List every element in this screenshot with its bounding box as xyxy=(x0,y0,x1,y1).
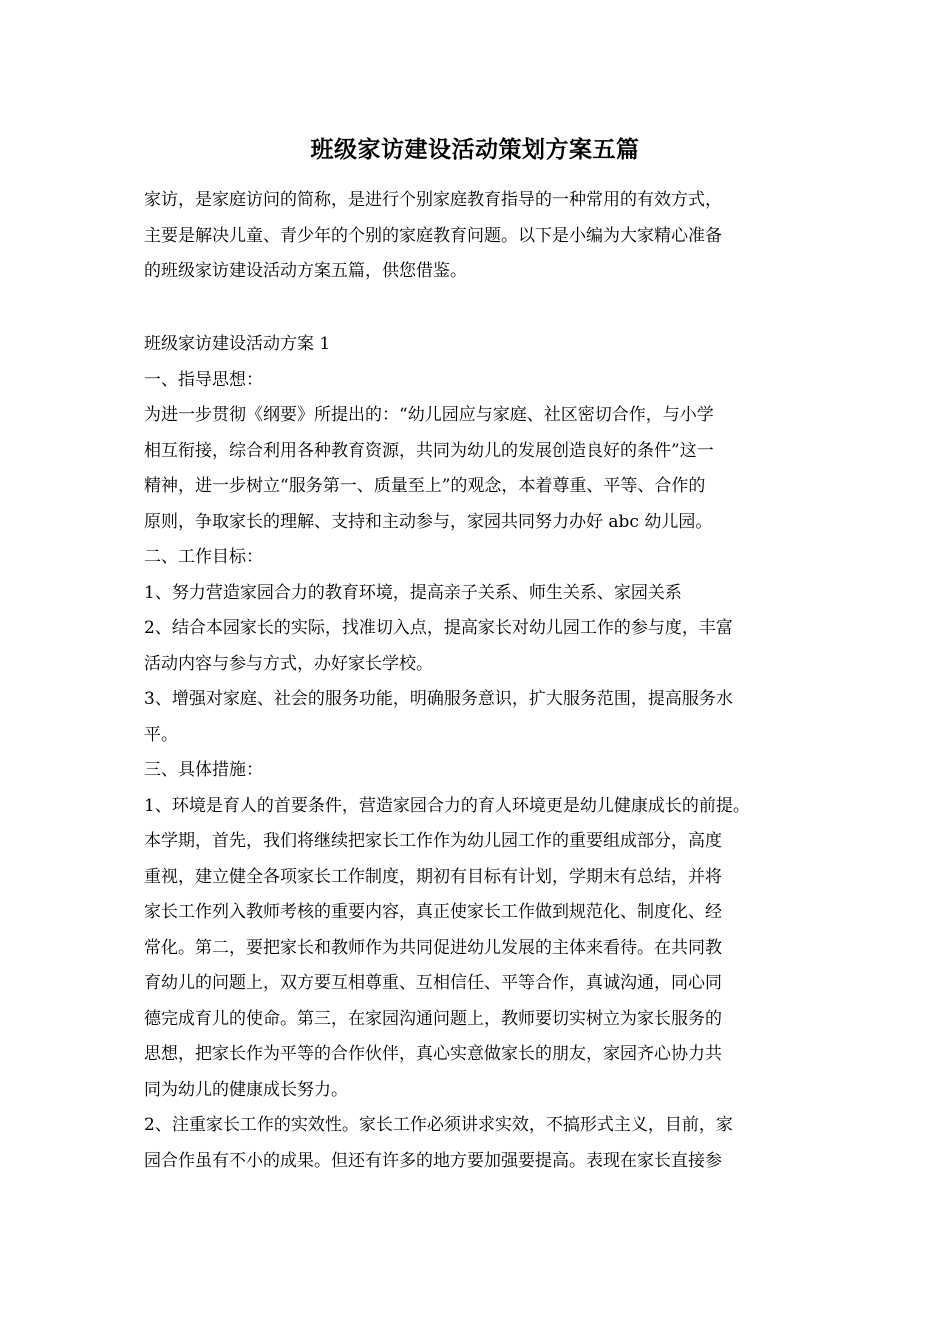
text-line: 育幼儿的问题上，双方要互相尊重、互相信任、平等合作，真诚沟通，同心同 xyxy=(144,973,722,993)
text-line: 原则，争取家长的理解、支持和主动参与，家园共同努力办好 abc 幼儿园。 xyxy=(144,511,713,532)
text-line: 2、注重家长工作的实效性。家长工作必须讲求实效，不搞形式主义，目前，家 xyxy=(144,1115,733,1135)
text-line: 3、增强对家庭、社会的服务功能，明确服务意识，扩大服务范围，提高服务水 xyxy=(144,689,733,709)
text-line: 本学期，首先，我们将继续把家长工作作为幼儿园工作的重要组成部分，高度 xyxy=(144,831,722,851)
text-line: 精神，进一步树立“服务第一、质量至上”的观念，本着尊重、平等、合作的 xyxy=(144,476,706,496)
document-title: 班级家访建设活动策划方案五篇 xyxy=(310,136,640,163)
text-line: 家访，是家庭访问的简称，是进行个别家庭教育指导的一种常用的有效方式， xyxy=(144,190,722,210)
intro-paragraph xyxy=(144,183,824,290)
text-line: 2、结合本园家长的实际，找准切入点，提高家长对幼儿园工作的参与度，丰富 xyxy=(144,618,733,638)
text-line: 家长工作列入教师考核的重要内容，真正使家长工作做到规范化、制度化、经 xyxy=(144,902,722,922)
text-line: 同为幼儿的健康成长努力。 xyxy=(144,1079,348,1100)
text-line: 活动内容与参与方式，办好家长学校。 xyxy=(144,653,433,674)
text-line: 平。 xyxy=(144,724,178,745)
text-line: 为进一步贯彻《纲要》所提出的：“幼儿园应与家庭、社区密切合作，与小学 xyxy=(144,405,714,425)
text-line: 主要是解决儿童、青少年的个别的家庭教育问题。以下是小编为大家精心准备 xyxy=(144,225,722,246)
text-line: 1、努力营造家园合力的教育环境，提高亲子关系、师生关系、家园关系 xyxy=(144,582,682,603)
text-line: 思想，把家长作为平等的合作伙伴，真心实意做家长的朋友，家园齐心协力共 xyxy=(144,1044,722,1064)
subsection-heading: 二、工作目标： xyxy=(144,547,263,567)
text-line: 德完成育儿的使命。第三，在家园沟通问题上，教师要切实树立为家长服务的 xyxy=(144,1008,722,1029)
text-line: 相互衔接，综合利用各种教育资源，共同为幼儿的发展创造良好的条件”这一 xyxy=(144,440,714,461)
subsection-heading: 三、具体措施： xyxy=(144,760,263,780)
text-line: 园合作虽有不小的成果。但还有许多的地方要加强要提高。表现在家长直接参 xyxy=(144,1150,722,1171)
text-line: 的班级家访建设活动方案五篇，供您借鉴。 xyxy=(144,261,467,281)
text-line: 1、环境是育人的首要条件，营造家园合力的育人环境更是幼儿健康成长的前提。 xyxy=(144,795,750,816)
text-line: 重视，建立健全各项家长工作制度，期初有目标有计划，学期末有总结，并将 xyxy=(144,866,722,887)
document-body xyxy=(144,327,824,1179)
section-heading: 班级家访建设活动方案 1 xyxy=(144,334,331,354)
text-line: 常化。第二，要把家长和教师作为共同促进幼儿发展的主体来看待。在共同教 xyxy=(144,937,722,958)
subsection-heading: 一、指导思想： xyxy=(144,369,263,390)
